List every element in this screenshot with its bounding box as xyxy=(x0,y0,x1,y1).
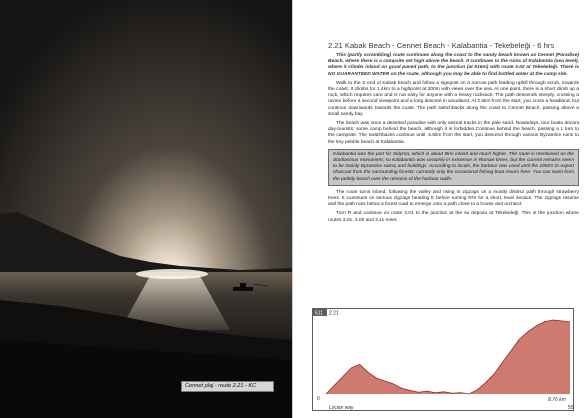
route-label: 2.21 xyxy=(329,310,339,317)
axis-top-label: 511 xyxy=(315,310,323,317)
photo-caption: Cennet plaj - route 2.21 - KC xyxy=(181,381,274,392)
sunset-photo-page xyxy=(0,0,292,418)
sunset-photo xyxy=(0,0,292,418)
route-paragraph-3: The route turns inland, following the valley and rising in zigzags on a mostly distinct path through strawberry trees. It continues on serious zigzags heading E before turning R/S for a short, level section. The zigzags resume and the path runs below a forest road to emerge onto a path close to a house and orchard. xyxy=(328,189,579,208)
route-paragraph-2: The beach was once a deserted paradise with only animal tracks in the pale sand. Nowadays, tour boats decant day-tourists; some camp behind the beach, although it is forbidden.Continue behind the beach, passing a L turn to the campsite. The switchbacks continue until, 5.5km from the start, you descend through various Byzantine ruins to the tiny pebble beach at Kalabantia. xyxy=(328,121,579,145)
elevation-profile-chart xyxy=(312,308,574,411)
route-intro: This (partly scrambling) route continues along the coast to the sandy beach known as Cennet (Paradise) Beach, where there is a campsite set high above the beach. It continues to the ruins of Kalabantia (sea level), where it climbs inland on good paved path, to the junction (at 516m) with route 3.02 at Tekebeleği. There is NO GUARANTEED WATER on the route, although you may be able to find bottled water at the camp site. xyxy=(328,53,579,77)
kalabantia-note-box: Kalabantia was the port for Sidyma, which is about 5km inland and much higher. The route is mentioned on the Stadiasmus monument, so Kalabantia was certainly in existence in Roman times, but the current remains seem to be mainly Byzantine samıç and buildings. According to locals, the harbour was used until the 1950's to export charcoal from the surrounding forests; currently only the occasional fishing boat moors here. You can swim from the pebbly beach over the remains of the harbour walls. xyxy=(328,149,579,186)
axis-bottom-label: 0 xyxy=(317,396,320,402)
route-paragraph-4: Turn R and continue on route 3.01 to the junction at the su deposu at Tekebeleği. This is the junction where routes 3.01, 3.02 and 3.11 meet. xyxy=(328,211,579,223)
elevation-profile xyxy=(312,308,574,411)
distance-label: 8.76 km xyxy=(548,397,566,403)
route-description xyxy=(328,53,579,227)
page-number: 55 xyxy=(568,405,575,411)
book-title-footer: Lycian way xyxy=(329,405,354,411)
route-paragraph-1: Walk to the S end of Kabak beach and follow a signpost on a narrow path leading uphill through scrub, towards the coast. It climbs for 1.4km to a highpoint at 200m with views over the sea. At one point, there is a short climb up a rock, which requires care and is not easy for anyone with a heavy rucksack. The path descends steeply, crossing a ravine before a second viewpoint and a long descent in woodland. At 2.5km from the start, you cross a headland, but continue downwards towards the coast. The path switchbacks along the coast to Cennet Beach, passing above a small sandy bay. xyxy=(328,80,579,117)
route-title: 2.21 Kabak Beach - Cennet Beach - Kalabantia - Tekebeleği - 6 hrs xyxy=(328,41,555,50)
